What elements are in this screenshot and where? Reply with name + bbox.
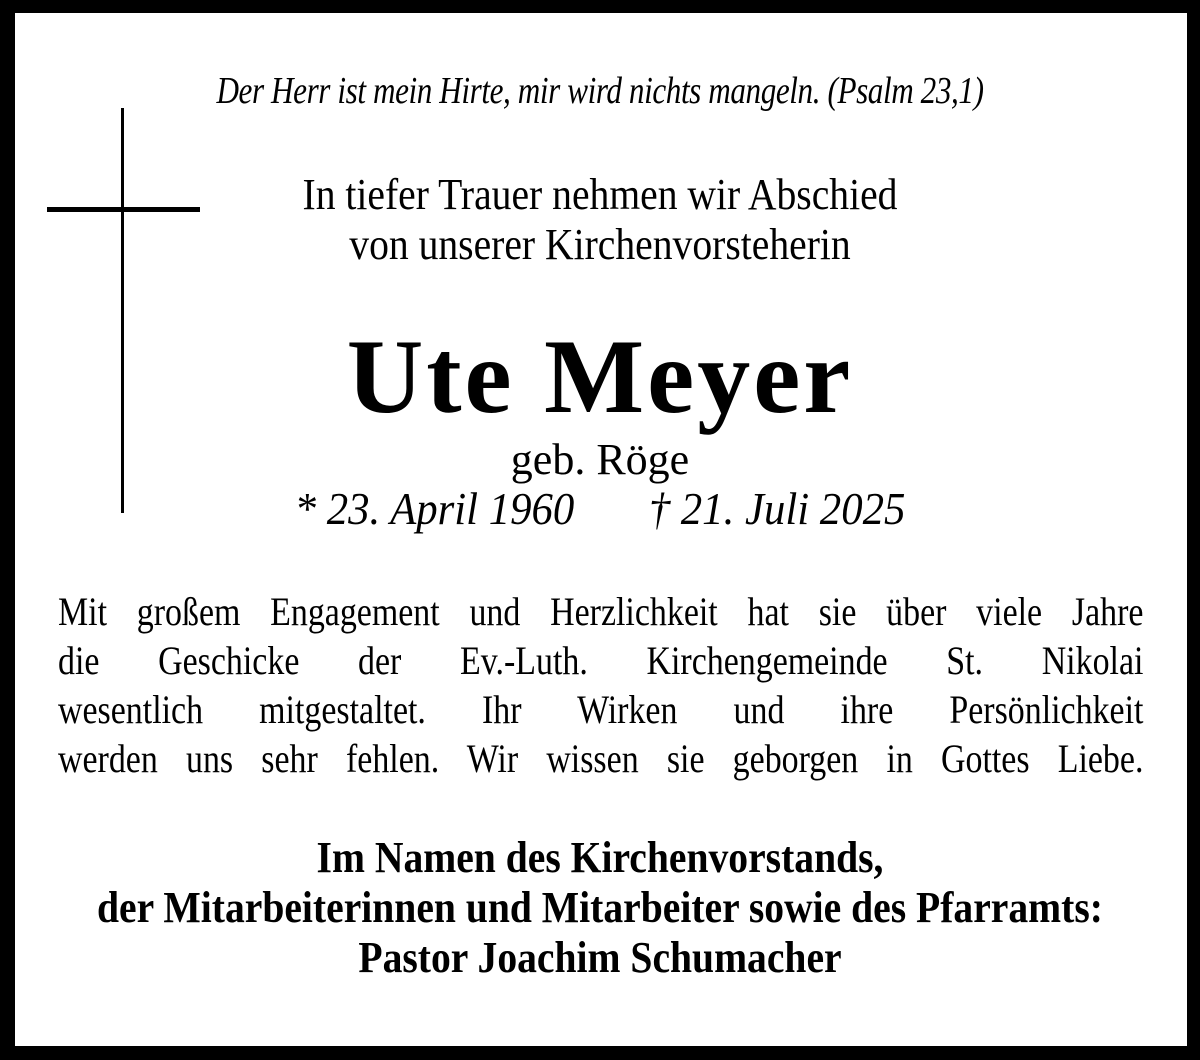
birth-date: * 23. April 1960: [294, 483, 575, 534]
psalm-quote: Der Herr ist mein Hirte, mir wird nichts mangeln. (Psalm 23,1): [216, 70, 984, 112]
closing-block: [0, 833, 1200, 983]
deceased-name: Ute Meyer: [346, 318, 854, 435]
death-date: † 21. Juli 2025: [648, 483, 906, 534]
frame-border-top: [0, 0, 1200, 13]
closing-line: Pastor Joachim Schumacher: [358, 933, 842, 982]
life-dates: [42, 483, 1158, 535]
tribute-line: Mit großem Engagement und Herzlichkeit hat sie über viele Jahre: [58, 589, 1144, 634]
tribute-line: werden uns sehr fehlen. Wir wissen sie geborgen in Gottes Liebe.: [58, 736, 1144, 781]
frame-border-bottom: [0, 1046, 1200, 1060]
tribute-line: die Geschicke der Ev.-Luth. Kirchengemeinde St. Nikolai: [58, 638, 1144, 683]
intro-block: [60, 170, 1140, 270]
maiden-name: geb. Röge: [510, 435, 690, 484]
intro-line-1: In tiefer Trauer nehmen wir Abschied: [302, 170, 898, 219]
tribute-paragraph: [58, 587, 1143, 783]
closing-line: der Mitarbeiterinnen und Mitarbeiter sowie des Pfarramts:: [97, 883, 1103, 932]
intro-line-2: von unserer Kirchenvorsteherin: [349, 220, 851, 269]
tribute-line: wesentlich mitgestaltet. Ihr Wirken und ihre Persönlichkeit: [58, 687, 1144, 732]
closing-line: Im Namen des Kirchenvorstands,: [316, 833, 884, 882]
